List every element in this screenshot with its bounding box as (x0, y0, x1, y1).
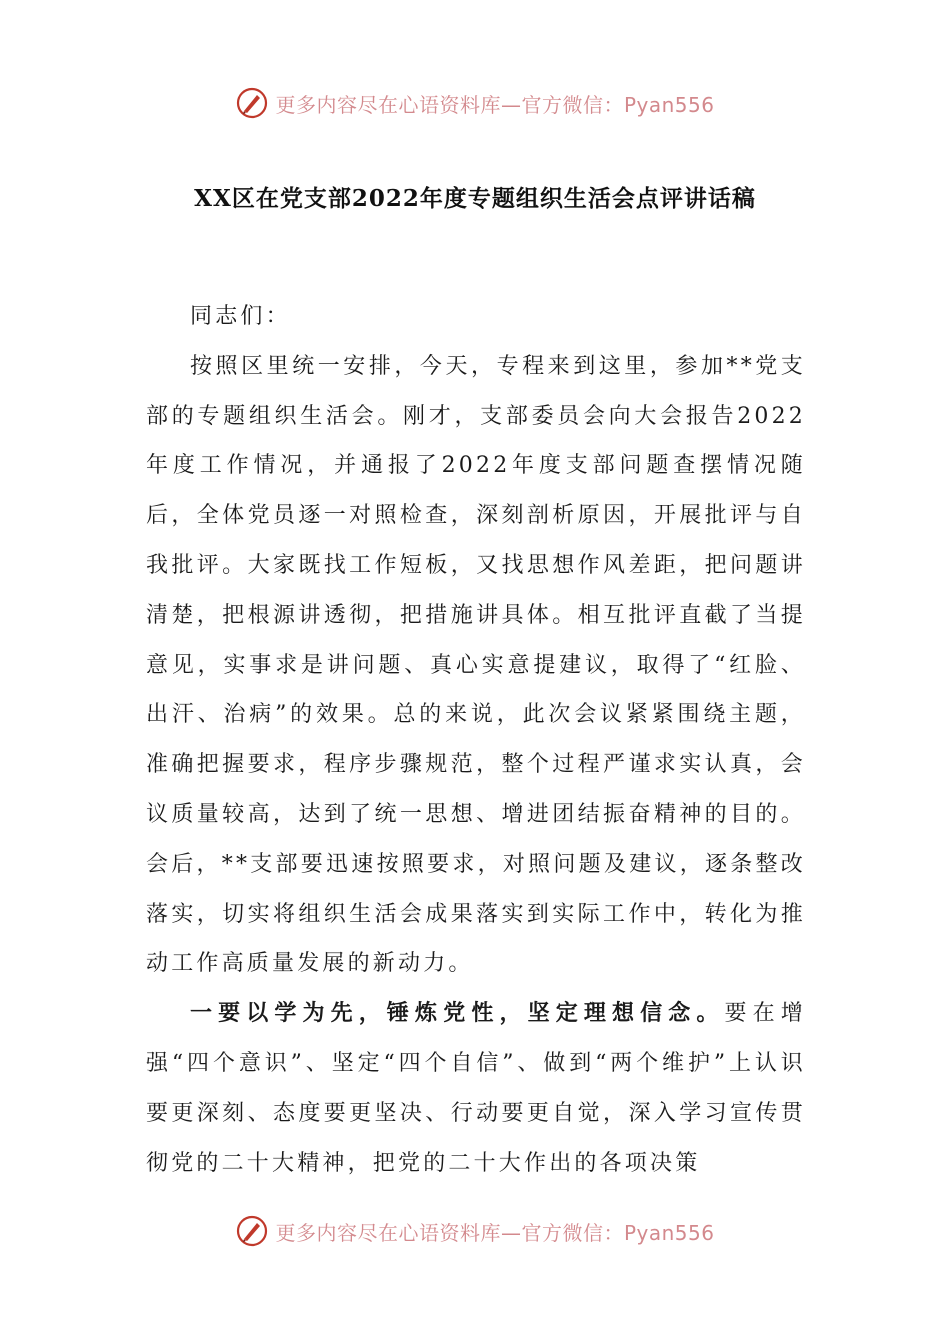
paragraph-2-heading: 一要以学为先，锤炼党性，坚定理想信念。 (190, 1000, 725, 1027)
paragraph-1: 按照区里统一安排，今天，专程来到这里，参加**党支部的专题组织生活会。刚才，支部委员会向大会报告2022年度工作情况，并通报了2022年度支部问题查摆情况随后，全体党员逐一对照检查，深刻剖析原因，开展批评与自我批评。大家既找工作短板，又找思想作风差距，把问题讲清楚，把根源讲透彻，把措施讲具体。相互批评直截了当提意见，实事求是讲问题、真心实意提建议，取得了“红脸、出汗、治病”的效果。总的来说，此次会议紧紧围绕主题，准确把握要求，程序步骤规范，整个过程严谨求实认真，会议质量较高，达到了统一思想、增进团结振奋精神的目的。会后，**支部要迅速按照要求，对照问题及建议，逐条整改落实，切实将组织生活会成果落实到实际工作中，转化为推动工作高质量发展的新动力。 (146, 353, 806, 977)
paragraph-2 (146, 989, 806, 1188)
watermark-footer (0, 1214, 950, 1248)
pen-logo-icon (235, 1214, 269, 1248)
watermark-header (0, 86, 950, 120)
paragraph-2-text: 要在增强“四个意识”、坚定“四个自信”、做到“两个维护”上认识要更深刻、态度要更坚决、行动要更自觉，深入学习宣传贯彻党的二十大精神，把党的二十大作出的各项决策 (146, 1001, 806, 1176)
watermark-text: 更多内容尽在心语资料库—官方微信：Pyan556 (275, 1220, 715, 1245)
watermark-text: 更多内容尽在心语资料库—官方微信：Pyan556 (275, 92, 715, 117)
salutation: 同志们： (190, 304, 291, 329)
document-body (146, 292, 806, 1188)
pen-logo-icon (235, 86, 269, 120)
document-title: XX区在党支部2022年度专题组织生活会点评讲话稿 (194, 185, 756, 212)
